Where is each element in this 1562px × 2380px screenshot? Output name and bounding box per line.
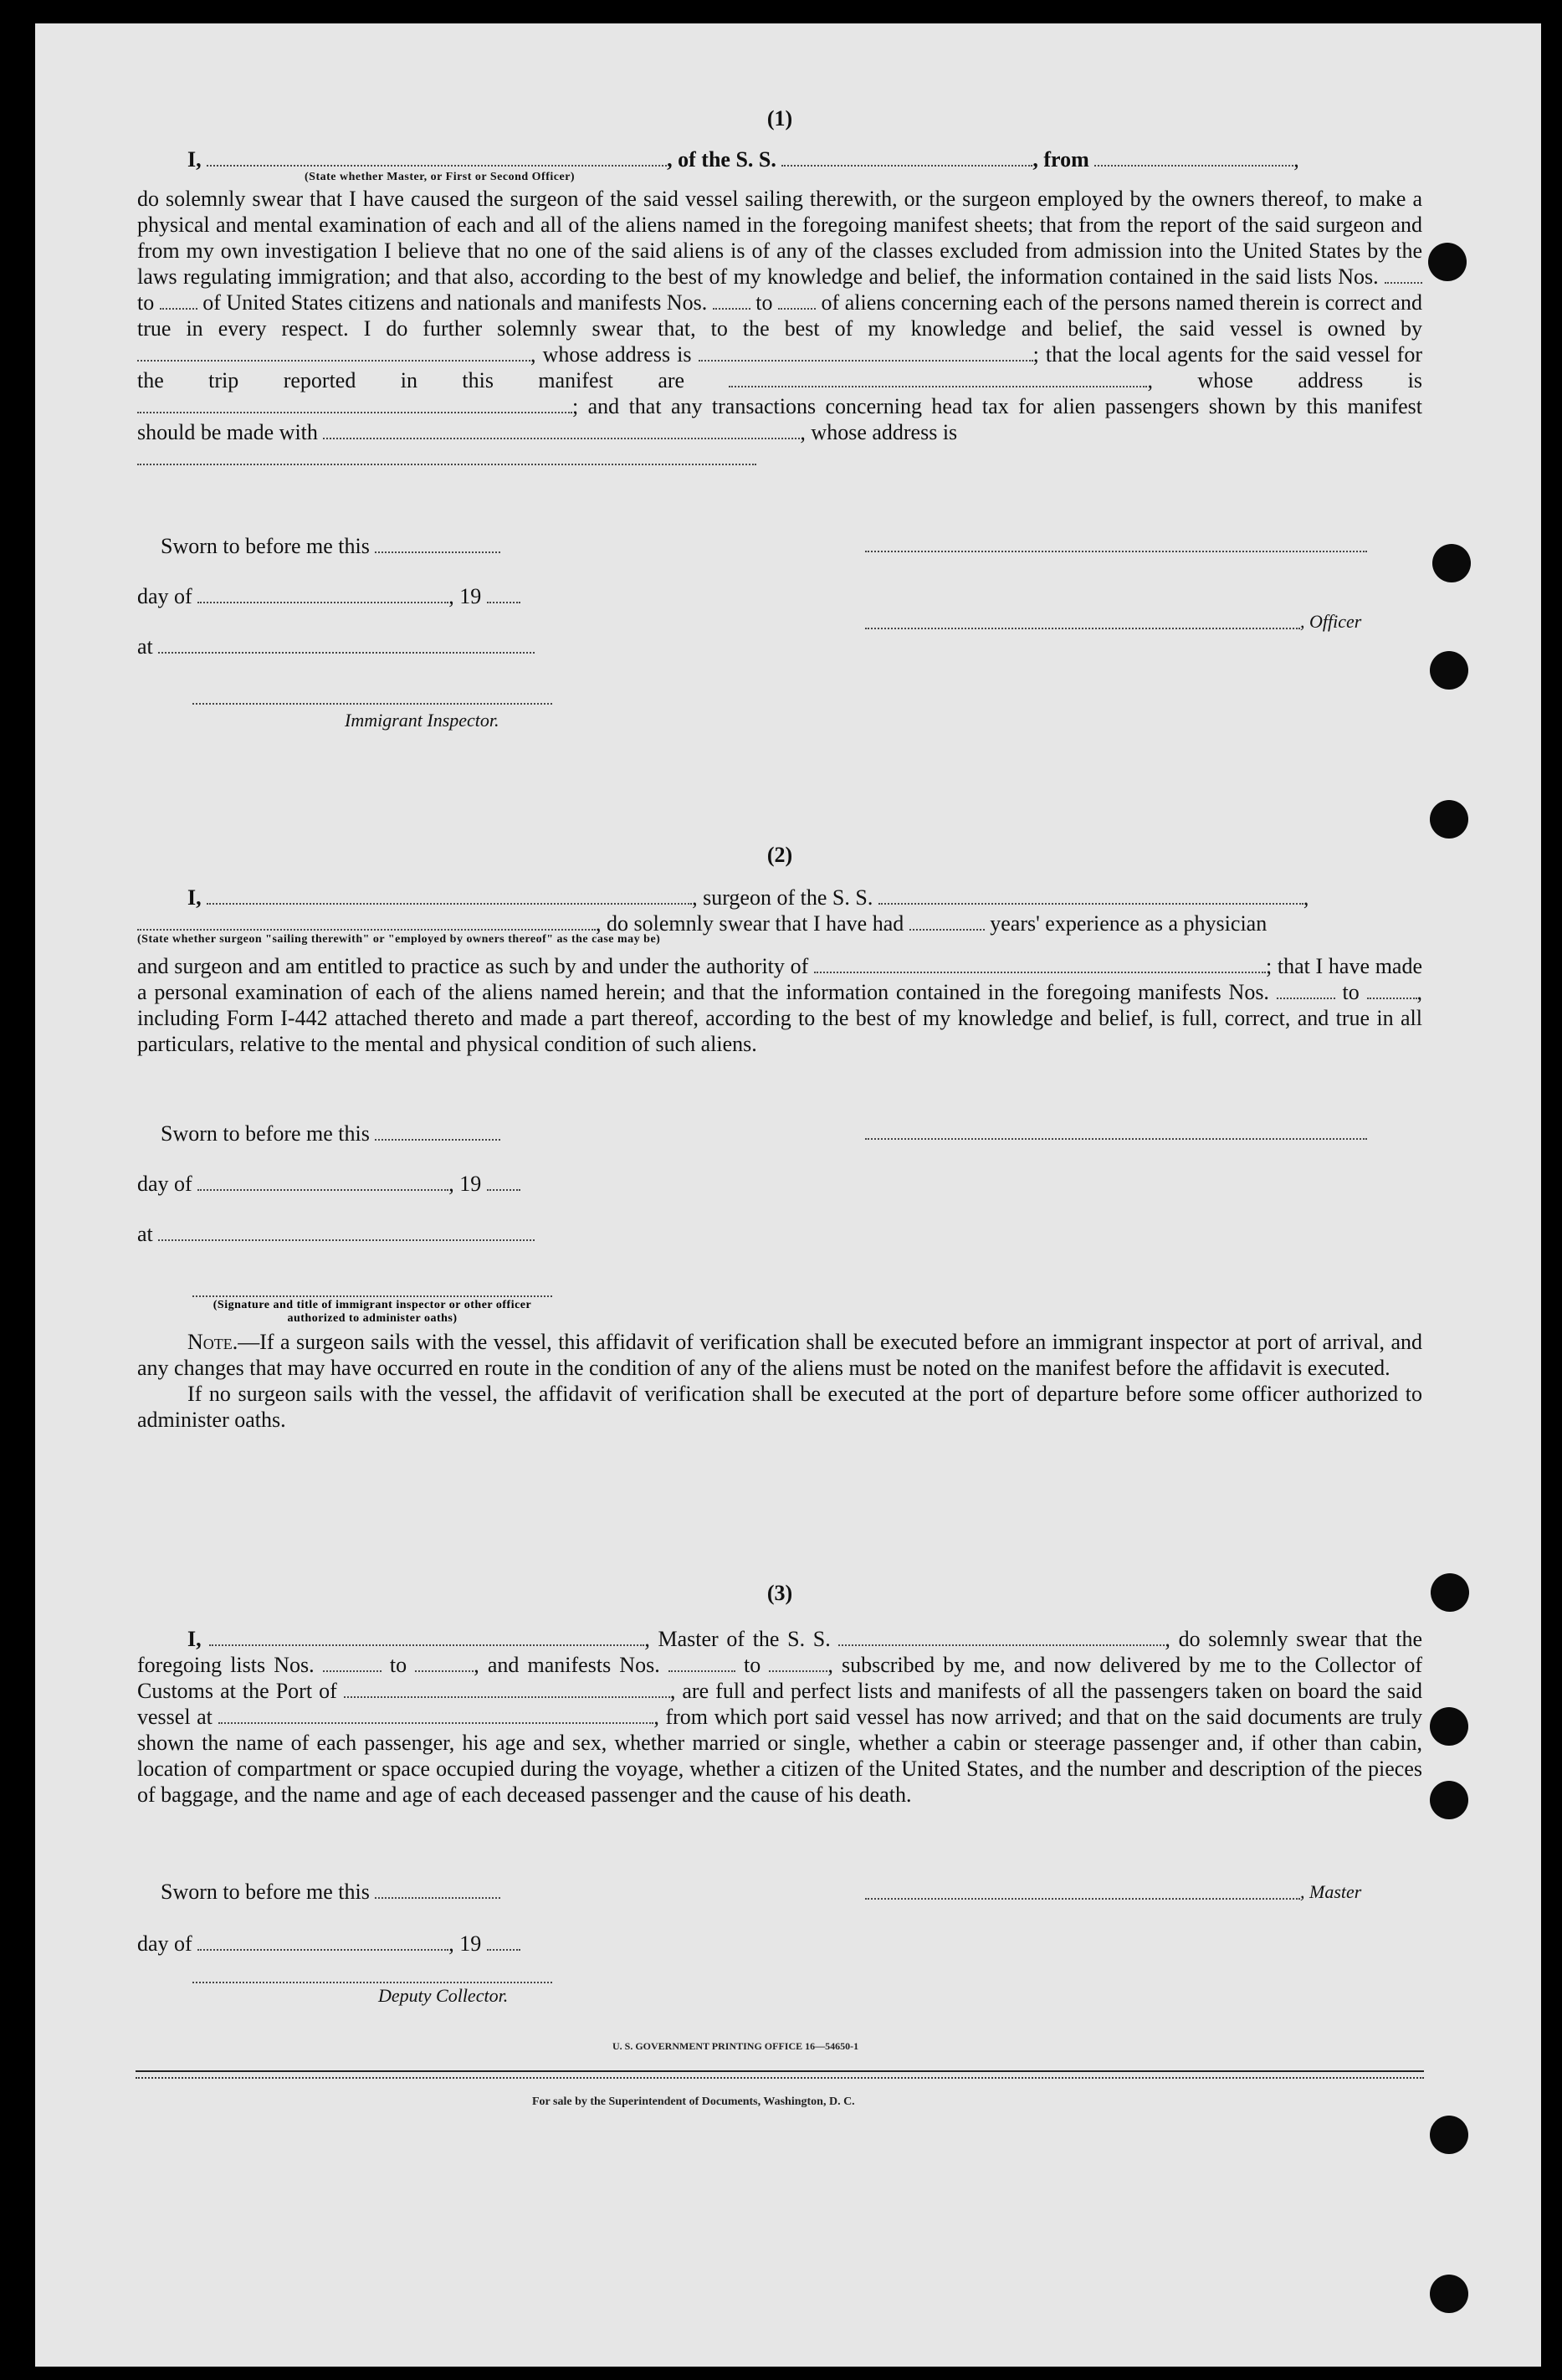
vessel-name-field[interactable] [781,148,1032,167]
section-2-body: and surgeon and am entitled to practice as such by and under the authority of ; that I have made a personal examination of each of the aliens named herein; and that the information contained in the foregoing manifests Nos. to , including Form I-442 attached thereto and made a part thereof, according to the best of my knowledge and belief, is full, correct, and true in all particulars, relative to the mental and physical condition of such aliens. [137,954,1422,1056]
sworn-place-field[interactable] [158,635,535,654]
officer-signature-line[interactable] [865,628,1300,629]
month-field-3[interactable] [197,1932,448,1951]
binder-hole-icon [1430,2116,1468,2154]
month-field-2[interactable] [197,1172,448,1191]
sale-notice: For sale by the Superintendent of Documents, Washington, D. C. [532,2095,855,2108]
section-3 [137,1580,1422,1808]
officer-caption: (State whether Master, or First or Second Officer) [305,171,576,183]
binder-hole-icon [1430,651,1468,690]
owner-address-field[interactable] [699,343,1033,362]
year-field-3[interactable] [487,1932,520,1951]
day-of-line-1: day of , 19 [137,584,520,609]
sworn-line-3: Sworn to before me this [161,1880,500,1905]
collector-signature-label: Deputy Collector. [378,1985,509,2006]
collector-signature-line[interactable] [192,1982,552,1983]
local-agents-field[interactable] [729,369,1147,387]
day-of-line-2: day of , 19 [137,1172,520,1197]
master-list-from-field[interactable] [323,1654,382,1672]
master-vessel-field[interactable] [838,1628,1165,1646]
head-tax-address-field[interactable] [137,447,756,465]
manifest-no-to-field[interactable] [778,291,816,310]
at-line-2: at [137,1222,535,1247]
sworn-day-field-2[interactable] [375,1122,500,1141]
master-list-to-field[interactable] [415,1654,474,1672]
surgeon-list-from-field[interactable] [1277,981,1335,999]
section-1-opening-line: I, , of the S. S. , from , [187,147,1299,172]
inspector-caption-2: (Signature and title of immigrant inspector or other officer authorized to administer oaths) [213,1299,532,1325]
note-paragraph: Note.—If a surgeon sails with the vessel, this affidavit of verification shall be executed before an immigrant inspector at port of arrival, and any changes that may have occurred en route in the condition of any of the aliens must be noted on the manifest before the affidavit is executed. [137,1330,1422,1380]
printing-office-imprint: U. S. GOVERNMENT PRINTING OFFICE 16—54650-1 [612,2040,859,2052]
officer-signature-line-top[interactable] [865,551,1367,552]
master-manifest-to-field[interactable] [769,1654,827,1672]
inspector-signature-line[interactable] [192,703,552,705]
month-field[interactable] [197,585,448,603]
sworn-line-1: Sworn to before me this [161,534,500,559]
surgeon-vessel-field[interactable] [878,886,1303,905]
footer-dotted-rule [136,2077,1424,2079]
inspector-signature-line-2[interactable] [192,1295,552,1297]
note-paragraph-2: If no surgeon sails with the vessel, the affidavit of verification shall be executed at the port of departure before some officer authorized to administer oaths. [137,1382,1422,1432]
section-2-number: (2) [766,843,793,867]
inspector-signature-label: Immigrant Inspector. [345,710,499,731]
head-tax-party-field[interactable] [323,421,800,439]
section-1-body: do solemnly swear that I have caused the surgeon of the said vessel sailing therewith, or the surgeon employed by the owners thereof, to make a physical and mental examination of each and all of the aliens named in the foregoing manifest sheets; that from the report of the said surgeon and from my own investigation I believe that no one of the said aliens is of any of the classes excluded from admission into the United States by the laws regulating immigration; and that also, according to the best of my knowledge and belief, the information contained in the said lists Nos. to of United States citizens and nationals and manifests Nos. to of aliens concerning each of the persons named therein is correct and true in every respect. I do further solemnly swear that, to the best of my knowledge and belief, the said vessel is owned by , whose address is ; that the local agents for the said vessel for the trip reported in this manifest are , whose address is ; and that any transactions concerning head tax for alien passengers shown by this manifest should be made with , whose address is [137,186,1422,471]
section-3-body: I, , Master of the S. S. , do solemnly swear that the foregoing lists Nos. to , and manifests Nos. to , subscribed by me, and now delivered by me to the Collector of Customs at the Port of , are full and perfect lists and manifests of all the passengers taken on board the said vessel at , from which port said vessel has now arrived; and that on the said documents are truly shown the name of each passenger, his age and sex, whether married or single, whether a cabin or steerage passenger and, if other than cabin, location of compartment or space occupied during the voyage, whether a citizen of the United States, and the number and description of the pieces of baggage, and the name and age of each deceased passenger and the cause of his death. [137,1627,1423,1807]
form-page [35,23,1541,2367]
surgeon-name-field[interactable] [207,886,692,905]
agents-address-field[interactable] [137,395,572,413]
year-field[interactable] [487,585,520,603]
owner-name-field[interactable] [137,343,530,362]
officer-name-field[interactable] [207,148,667,167]
surgeon-signature-line[interactable] [865,1138,1367,1140]
master-signature-line[interactable] [865,1898,1300,1900]
year-field-2[interactable] [487,1172,520,1191]
surgeon-caption: (State whether surgeon "sailing therewith" or "employed by owners thereof" as the case may be) [137,933,661,946]
sworn-line-2: Sworn to before me this [161,1121,500,1146]
binder-hole-icon [1428,243,1467,281]
years-experience-field[interactable] [909,912,985,931]
master-manifest-from-field[interactable] [668,1654,735,1672]
boarding-port-field[interactable] [218,1705,653,1724]
day-of-line-3: day of , 19 [137,1931,520,1957]
departure-port-field[interactable] [1094,148,1293,167]
section-2-opening-line: I, , surgeon of the S. S. , [187,885,1309,910]
at-line-1: at [137,634,535,659]
section-2-second-line: , do solemnly swear that I have had years' experience as a physician [137,910,1422,936]
surgeon-list-to-field[interactable] [1367,981,1417,999]
binder-hole-icon [1430,2275,1468,2313]
binder-hole-icon [1430,800,1468,839]
binder-hole-icon [1430,1707,1468,1746]
manifest-no-from-field[interactable] [713,291,750,310]
binder-hole-icon [1432,544,1471,582]
customs-port-field[interactable] [344,1680,670,1698]
section-3-number: (3) [766,1581,793,1605]
practice-authority-field[interactable] [814,955,1266,973]
master-name-field[interactable] [209,1628,644,1646]
note-block [137,1329,1422,1433]
section-1 [137,105,1422,471]
sworn-place-field-2[interactable] [158,1223,535,1241]
officer-signature-label: , Officer [1300,611,1362,632]
list-no-from-field[interactable] [1385,265,1422,284]
sworn-day-field[interactable] [375,535,500,553]
master-signature-label: , Master [1300,1881,1362,1902]
surgeon-status-field[interactable] [137,912,596,931]
list-no-to-field[interactable] [160,291,197,310]
section-2 [137,842,1422,1057]
binder-hole-icon [1431,1573,1469,1612]
binder-hole-icon [1430,1781,1468,1819]
section-1-number: (1) [766,106,793,131]
sworn-day-field-3[interactable] [375,1880,500,1899]
footer-rule [136,2070,1424,2072]
